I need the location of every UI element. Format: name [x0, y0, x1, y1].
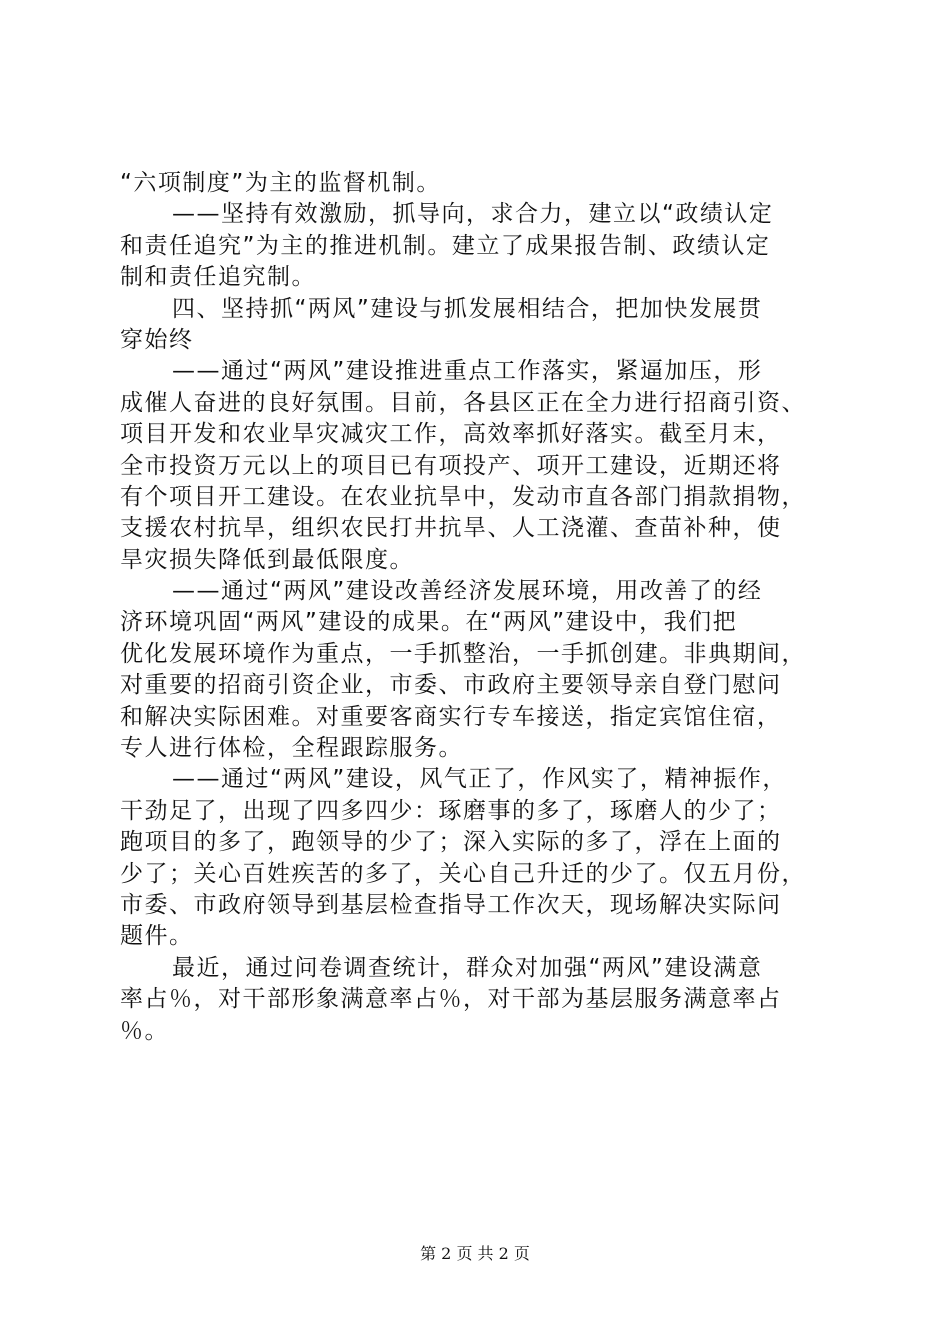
text-line: 少了；关心百姓疾苦的多了，关心自己升迁的少了。仅五月份， — [120, 860, 806, 887]
text-line: 跑项目的多了，跑领导的少了；深入实际的多了，浮在上面的 — [120, 829, 782, 856]
page-footer: 第 2 页 共 2 页 — [420, 1244, 530, 1263]
text-line: 全市投资万元以上的项目已有项投产、项开工建设，近期还将 — [120, 452, 782, 479]
text-line: “六项制度”为主的监督机制。 — [120, 170, 441, 196]
text-line: 优化发展环境作为重点，一手抓整治，一手抓创建。非典期间， — [120, 640, 806, 667]
text-line: 和责任追究”为主的推进机制。建立了成果报告制、政绩认定 — [120, 232, 771, 259]
text-line: 干劲足了，出现了四多四少：琢磨事的多了，琢磨人的少了； — [120, 797, 782, 824]
text-line: 率占％，对干部形象满意率占％，对干部为基层服务满意率占 — [120, 986, 782, 1013]
text-line: 专人进行体检，全程跟踪服务。 — [120, 735, 463, 762]
text-line: 成催人奋进的良好氛围。目前，各县区正在全力进行招商引资、 — [120, 389, 806, 416]
text-line: ——通过“两风”建设改善经济发展环境，用改善了的经 — [172, 578, 763, 605]
text-line: 题件。 — [120, 923, 194, 950]
text-line: 支援农村抗旱，组织农民打井抗旱、人工浇灌、查苗补种，使 — [120, 515, 782, 542]
text-line: 最近，通过问卷调查统计，群众对加强“两风”建设满意 — [172, 954, 763, 981]
text-line: 制和责任追究制。 — [120, 264, 316, 291]
text-line: 穿始终 — [120, 326, 194, 353]
text-line: ——通过“两风”建设，风气正了，作风实了，精神振作， — [172, 766, 787, 793]
body-text — [120, 168, 840, 1047]
text-line: 和解决实际困难。对重要客商实行专车接送，指定宾馆住宿， — [120, 703, 782, 730]
text-line: 对重要的招商引资企业，市委、市政府主要领导亲自登门慰问 — [120, 672, 782, 699]
text-line: 旱灾损失降低到最低限度。 — [120, 546, 414, 573]
text-line: ——通过“两风”建设推进重点工作落实，紧逼加压，形 — [172, 358, 763, 385]
text-line: 有个项目开工建设。在农业抗旱中，发动市直各部门捐款捐物， — [120, 483, 806, 510]
text-line: 济环境巩固“两风”建设的成果。在“两风”建设中，我们把 — [120, 609, 738, 636]
text-line: 项目开发和农业旱灾减灾工作，高效率抓好落实。截至月末， — [120, 421, 782, 448]
text-line: ％。 — [120, 1017, 169, 1044]
text-line: 市委、市政府领导到基层检查指导工作次天，现场解决实际问 — [120, 891, 782, 918]
text-line: 四、坚持抓“两风”建设与抓发展相结合，把加快发展贯 — [172, 295, 763, 322]
text-line: ——坚持有效激励，抓导向，求合力，建立以“政绩认定 — [172, 201, 774, 228]
